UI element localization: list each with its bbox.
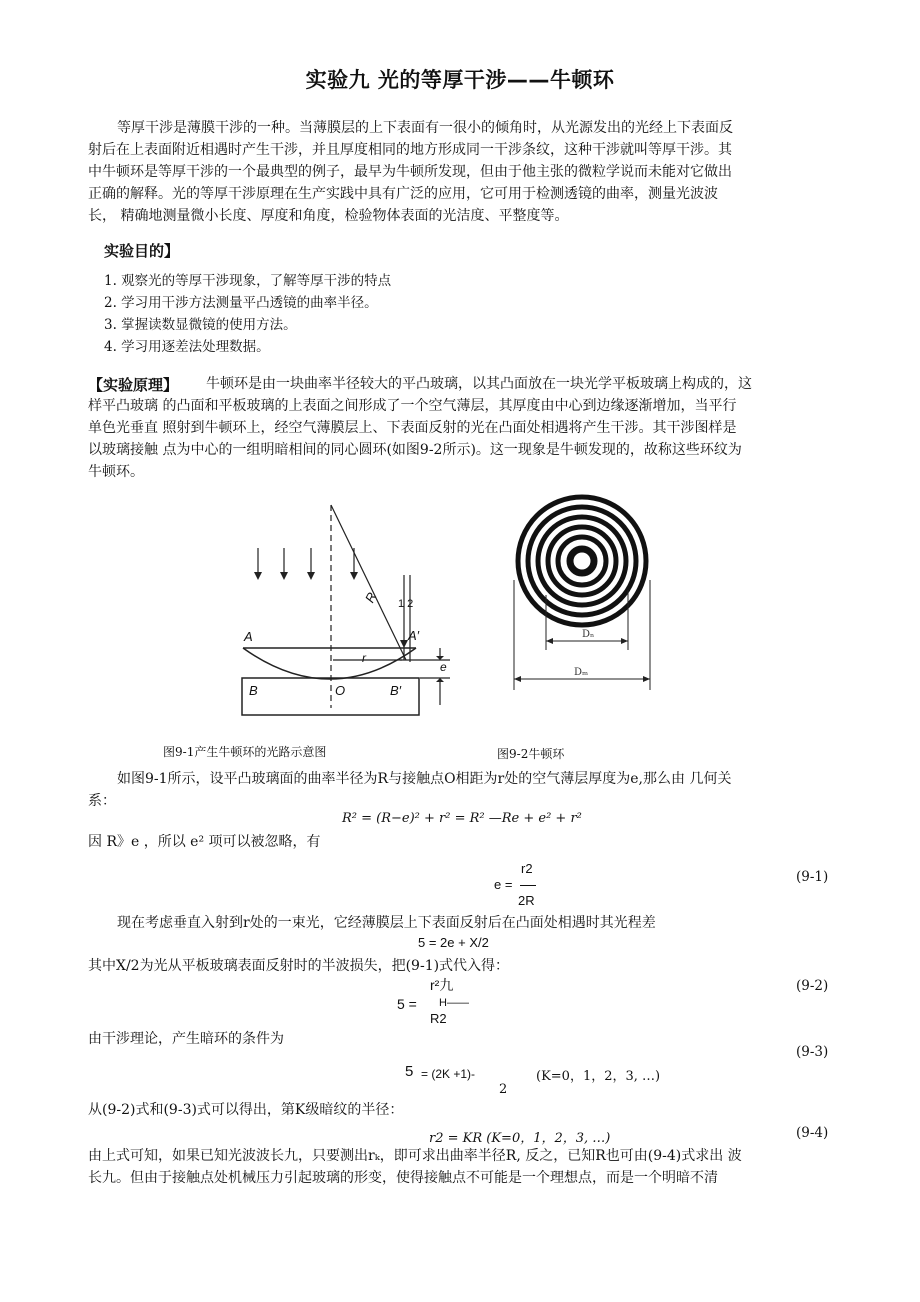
- intro-line-5: 长， 精确地测量微小长度、厚度和角度，检验物体表面的光洁度、平整度等。: [88, 208, 569, 224]
- purpose-item: 3. 掌握读数显微镜的使用方法。: [104, 317, 297, 333]
- eq2-top: r²九: [430, 977, 454, 993]
- label-A-prime: A′: [408, 628, 420, 643]
- ring-center: [570, 549, 594, 573]
- ring: [558, 537, 606, 585]
- label-rays: 1 2: [398, 598, 414, 610]
- page-title: 实验九 光的等厚干涉——牛顿环: [305, 68, 615, 92]
- derivation-line-2: 系：: [88, 793, 116, 809]
- eq3-condition: (K=0，1，2，3, …): [536, 1069, 661, 1084]
- derivation-line-9: 长九。但由于接触点处机械压力引起玻璃的形变，使得接触点不可能是一个理想点，而是一个明暗不清: [88, 1170, 718, 1186]
- eq1-fraction-bar: [520, 885, 536, 886]
- principle-line-5: 牛顿环。: [88, 464, 144, 480]
- label-A: A: [244, 629, 253, 644]
- principle-line-3: 单色光垂直 照射到牛顿环上，经空气薄膜层上、下表面反射的光在凸面处相遇将产生干涉。其干涉图样是: [88, 420, 737, 436]
- intro-line-1: 等厚干涉是薄膜干涉的一种。当薄膜层的上下表面有一很小的倾角时，从光源发出的光经上下表面反: [117, 120, 733, 136]
- derivation-line-7: 从(9-2)式和(9-3)式可以得出，第K级暗纹的半径：: [88, 1102, 404, 1118]
- derivation-line-5: 其中X/2为光从平板玻璃表面反射时的半波损失，把(9-1)式代入得：: [88, 958, 510, 974]
- eq3-lhs: 5: [405, 1063, 414, 1080]
- label-r: r: [362, 651, 366, 665]
- purpose-item: 2. 学习用干涉方法测量平凸透镜的曲率半径。: [104, 295, 378, 311]
- label-e: e: [440, 660, 447, 674]
- eq2-mid: H——: [439, 997, 469, 1009]
- derivation-line-8: 由上式可知，如果已知光波波长九，只要测出rₖ，即可求出曲率半径R, 反之，已知R也可由(9-4)式求出 波: [88, 1148, 742, 1164]
- derivation-line-1: 如图9-1所示，设平凸玻璃面的曲率半径为R与接触点O相距为r处的空气薄层厚度为e,那么由 几何关: [117, 771, 732, 787]
- derivation-line-6: 由干涉理论，产生暗环的条件为: [88, 1031, 284, 1047]
- figure-9-2-caption: 图9-2牛顿环: [497, 747, 565, 761]
- label-B-prime: B′: [390, 683, 402, 698]
- eq4-body: r2 = KR (K=0，1，2，3, …): [429, 1131, 611, 1146]
- purpose-item: 1. 观察光的等厚干涉现象，了解等厚干涉的特点: [104, 273, 392, 289]
- eq1-lhs: e =: [494, 877, 513, 892]
- label-R: R: [361, 589, 380, 606]
- ring: [538, 517, 626, 605]
- principle-line-4: 以玻璃接触 点为中心的一组明暗相间的同心圆环(如图9-2所示)。这一现象是牛顿发现的，故称这些环纹为: [88, 442, 742, 458]
- intro-line-3: 中牛顿环是等厚干涉的一个最典型的例子，最早为牛顿所发现，但由于他主张的微粒学说而未能对它做出: [88, 164, 732, 180]
- label-dm: Dₘ: [574, 667, 589, 678]
- label-dn: Dₙ: [582, 629, 595, 640]
- eq1-tag: (9-1): [796, 869, 829, 885]
- derivation-line-3: 因 R》e ，所以 e² 项可以被忽略，有: [88, 834, 321, 850]
- eq3-body: = (2K +1)-: [421, 1067, 476, 1081]
- principle-line-2: 样平凸玻璃 的凸面和平板玻璃的上表面之间形成了一个空气薄层，其厚度由中心到边缘逐渐增加，当平行: [88, 398, 737, 414]
- intro-line-2: 射后在上表面附近相遇时产生干涉，并且厚度相同的地方形成同一干涉条纹，这种干涉就叫等厚干涉。其: [88, 142, 732, 158]
- principle-line-1: 牛顿环是由一块曲率半径较大的平凸玻璃，以其凸面放在一块光学平板玻璃上构成的，这: [206, 376, 752, 392]
- eq3-tag: (9-3): [796, 1044, 829, 1060]
- eq2-tag: (9-2): [796, 978, 829, 994]
- purpose-heading: 实验目的】: [104, 242, 180, 260]
- eq3-denominator: 2: [499, 1082, 508, 1097]
- intro-line-4: 正确的解释。光的等厚干涉原理在生产实践中具有广泛的应用，它可用于检测透镜的曲率，测量光波波: [88, 186, 718, 202]
- equation-path-difference: 5 = 2e + X/2: [418, 935, 489, 950]
- derivation-line-4: 现在考虑垂直入射到r处的一束光，它经薄膜层上下表面反射后在凸面处相遇时其光程差: [117, 915, 656, 931]
- figure-9-1-caption: 图9-1产生牛顿环的光路示意图: [163, 745, 327, 759]
- eq1-numerator: r2: [521, 861, 533, 876]
- equation-geometry: R² = (R−e)² + r² = R² —Re + e² + r²: [342, 811, 582, 826]
- eq4-tag: (9-4): [796, 1125, 829, 1141]
- ring: [528, 507, 636, 615]
- label-B: B: [249, 683, 258, 698]
- eq1-denominator: 2R: [518, 893, 535, 908]
- label-O: O: [335, 683, 346, 698]
- eq2-denominator: R2: [430, 1011, 447, 1026]
- eq2-lhs: 5 =: [397, 996, 417, 1012]
- purpose-item: 4. 学习用逐差法处理数据。: [104, 339, 270, 355]
- principle-heading: 【实验原理】: [88, 376, 179, 394]
